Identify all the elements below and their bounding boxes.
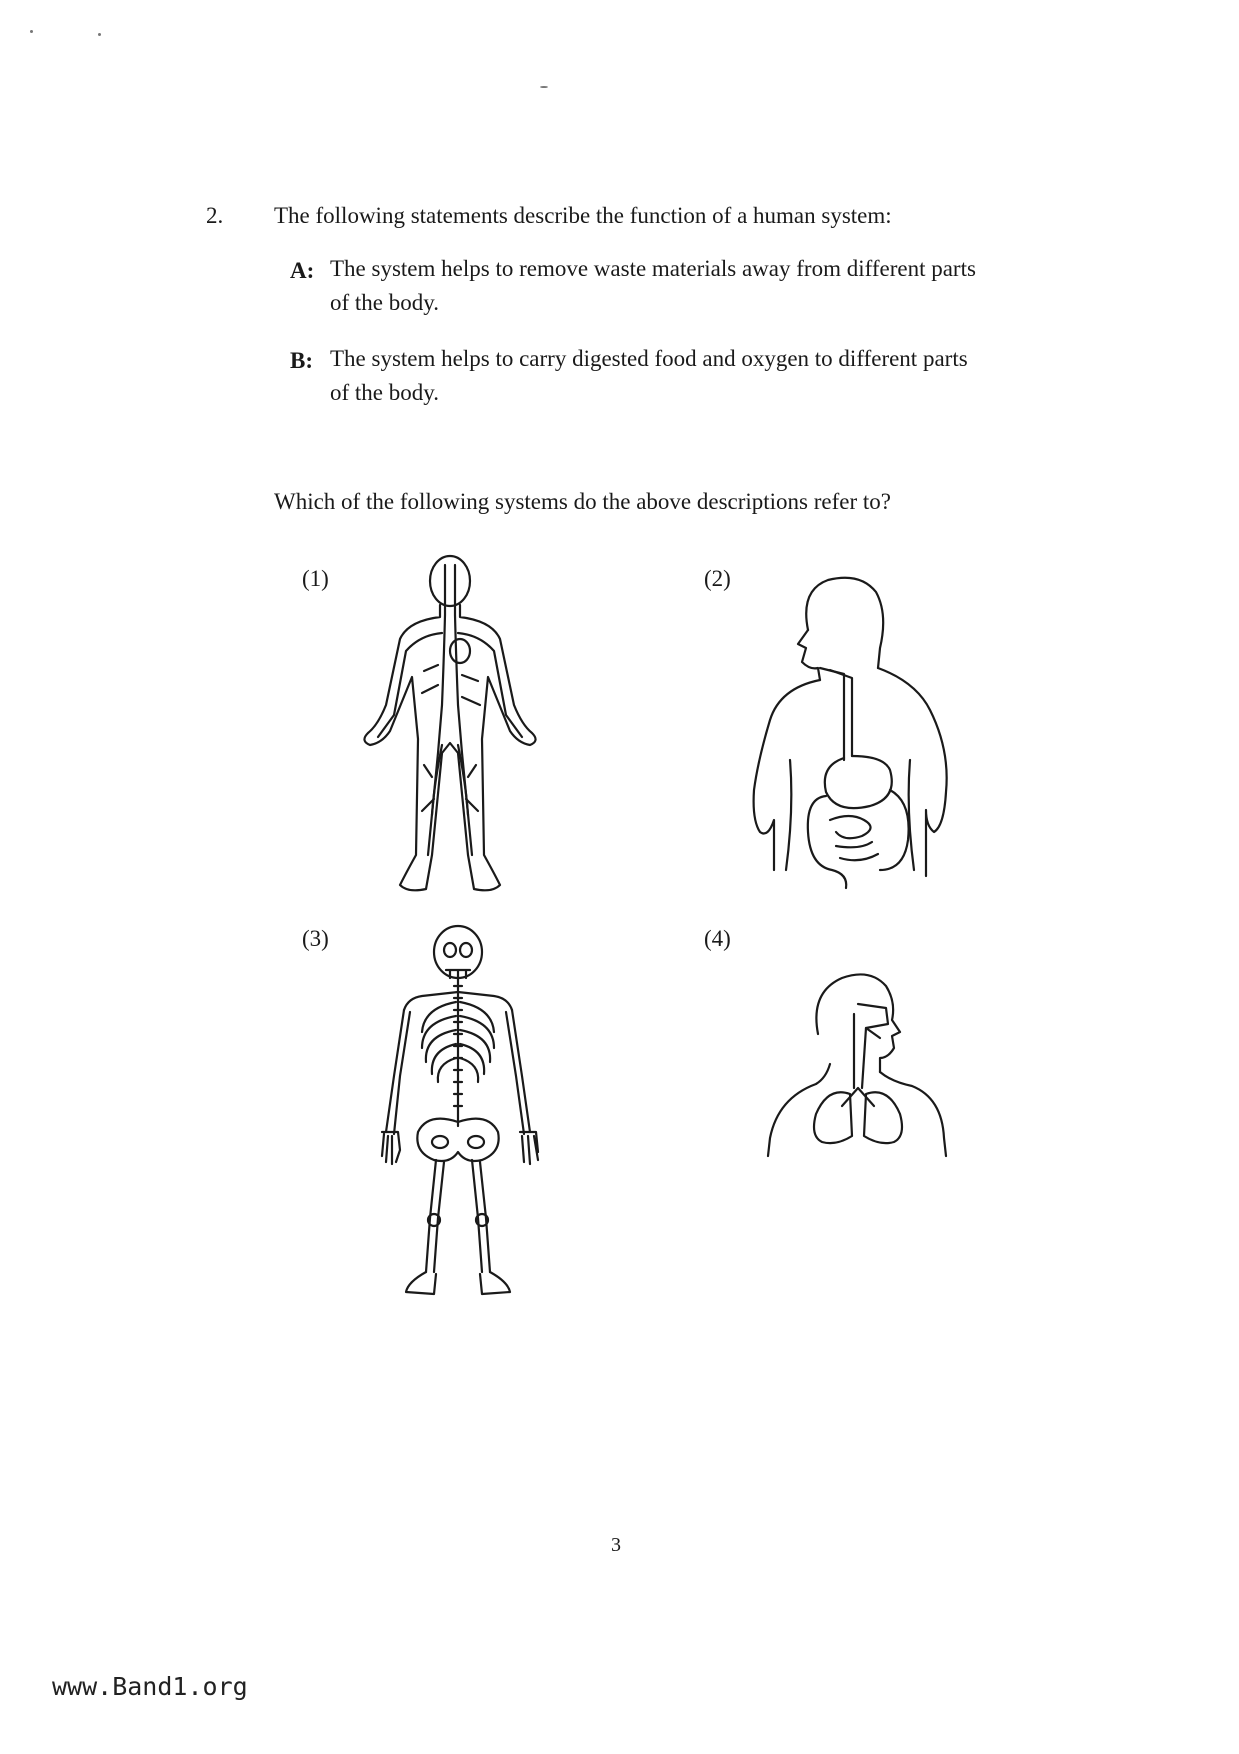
skeletal-system-figure[interactable] <box>372 926 548 1298</box>
respiratory-system-figure[interactable] <box>762 968 952 1158</box>
footer-url[interactable]: www.Band1.org <box>52 1672 248 1701</box>
option-1-label[interactable]: (1) <box>302 566 329 591</box>
digestive-system-figure[interactable] <box>740 570 960 890</box>
scan-speck <box>98 33 101 36</box>
scan-speck <box>30 30 33 33</box>
circulatory-system-figure[interactable] <box>360 555 540 895</box>
page-number: 3 <box>611 1534 621 1556</box>
statement-b-line-1: The system helps to carry digested food and oxygen to different parts <box>330 346 968 371</box>
statement-b-line-2: of the body. <box>330 380 440 405</box>
statement-a-line-1: The system helps to remove waste materials away from different parts <box>330 256 976 281</box>
option-4-label[interactable]: (4) <box>704 926 731 951</box>
question-prompt: Which of the following systems do the above descriptions refer to? <box>274 489 892 514</box>
question-number: 2. <box>206 203 224 228</box>
statement-a <box>330 252 1130 320</box>
statement-a-label: A: <box>290 258 315 283</box>
question-stem: The following statements describe the function of a human system: <box>274 203 892 228</box>
statement-a-line-2: of the body. <box>330 290 440 315</box>
statement-b-label: B: <box>290 348 313 373</box>
option-3-label[interactable]: (3) <box>302 926 329 951</box>
option-2-label[interactable]: (2) <box>704 566 731 591</box>
scan-speck <box>540 86 548 88</box>
statement-b <box>330 342 1130 410</box>
